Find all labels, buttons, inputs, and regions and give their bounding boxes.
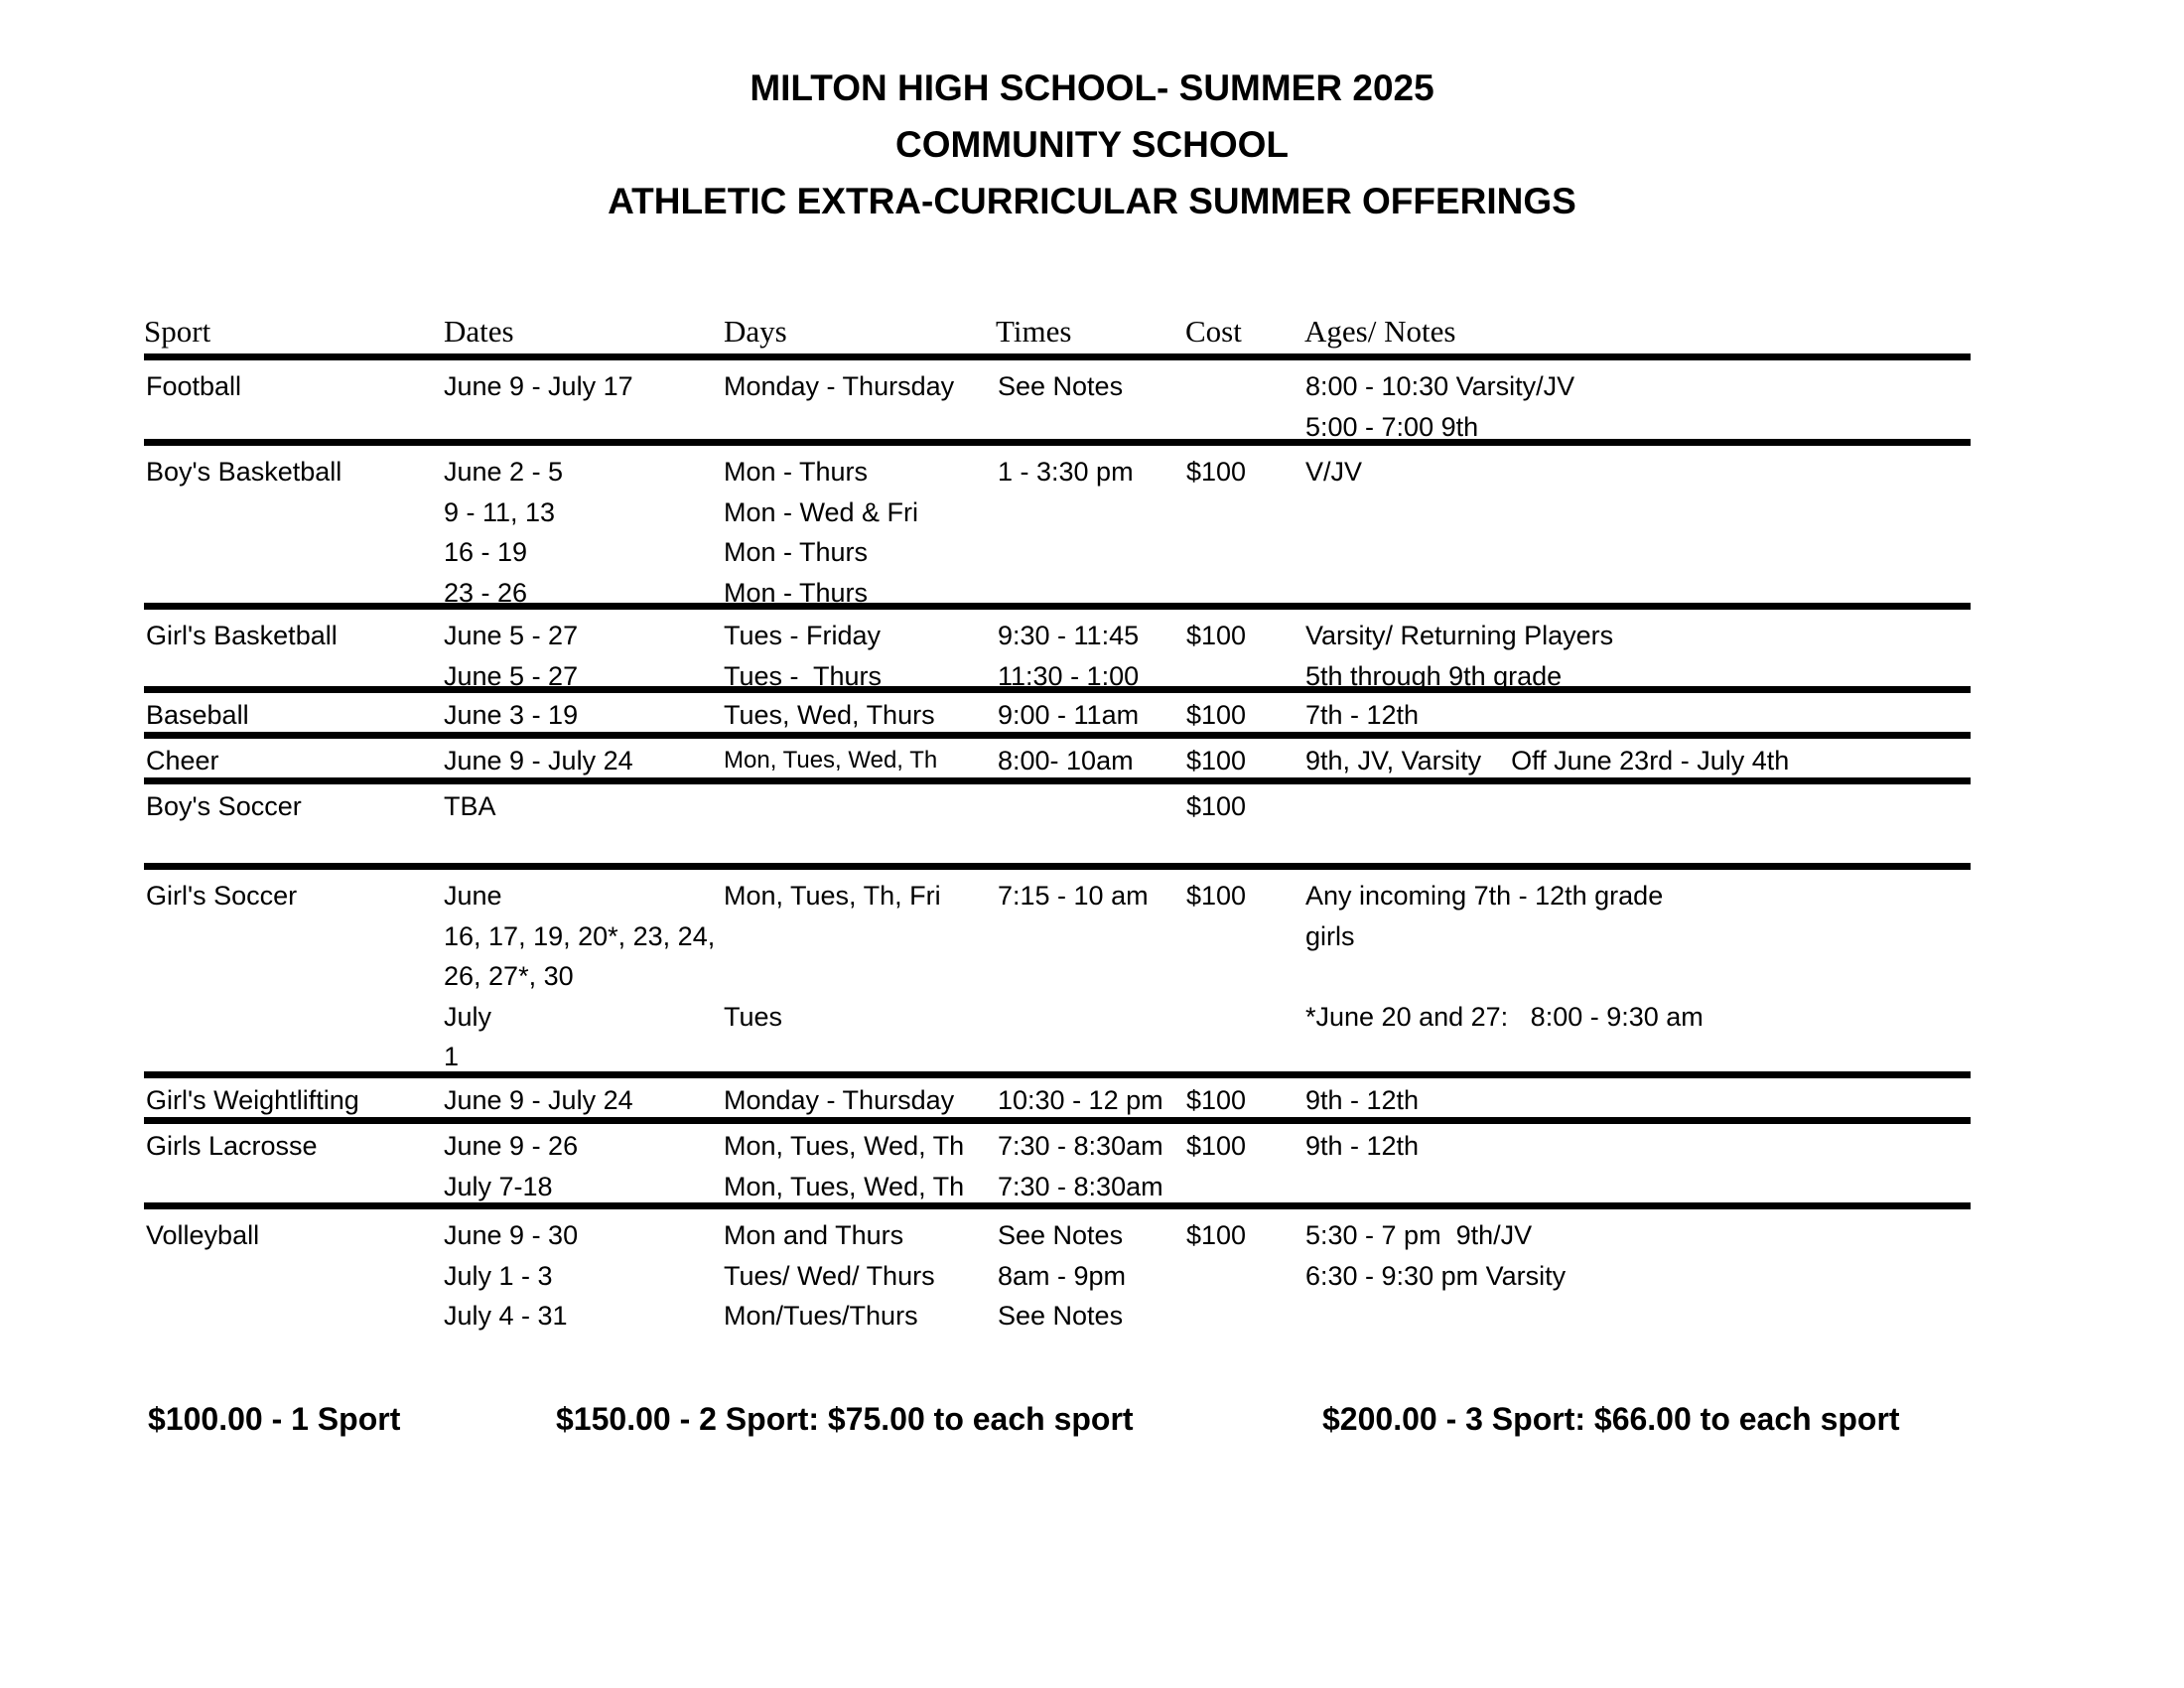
header-days: Days [724, 314, 787, 349]
times-cell: 10:30 - 12 pm [998, 1085, 1163, 1115]
dates-cell: June 9 - 30 [444, 1220, 579, 1250]
times-cell: See Notes [998, 371, 1124, 401]
dates-cell: June 5 - 27 [444, 660, 579, 691]
days-cell: Mon, Tues, Wed, Th [724, 1131, 965, 1161]
dates-cell: 16, 17, 19, 20*, 23, 24, [444, 920, 716, 951]
notes-cell: V/JV [1305, 457, 1363, 487]
days-cell: Monday - Thursday [724, 371, 955, 401]
dates-cell: July 1 - 3 [444, 1260, 553, 1291]
days-cell: Tues/ Wed/ Thurs [724, 1260, 935, 1291]
days-cell: Mon - Thurs [724, 457, 869, 487]
dates-cell: June 9 - July 24 [444, 1085, 633, 1115]
times-cell: 1 - 3:30 pm [998, 457, 1134, 487]
days-cell: Tues [724, 1001, 783, 1032]
days-cell: Mon/Tues/Thurs [724, 1301, 918, 1331]
times-cell: 8:00- 10am [998, 746, 1134, 775]
cost-cell: $100 [1186, 1131, 1247, 1161]
times-cell: 7:15 - 10 am [998, 881, 1149, 911]
table-row-volleyball [144, 1209, 1971, 1338]
dates-cell: July 4 - 31 [444, 1301, 568, 1331]
times-cell: 7:30 - 8:30am [998, 1171, 1163, 1201]
times-cell: 8am - 9pm [998, 1260, 1127, 1291]
pricing-footer [0, 1401, 2184, 1451]
days-cell: Tues - Thurs [724, 660, 883, 691]
dates-cell: June 2 - 5 [444, 457, 564, 487]
table-row-boys-basketball [144, 446, 1971, 610]
dates-cell: June 9 - July 24 [444, 746, 633, 775]
sport-name: Boy's Soccer [146, 791, 302, 821]
days-cell: Mon - Thurs [724, 577, 869, 608]
notes-cell [1305, 956, 1704, 997]
times-cell: See Notes [998, 1220, 1124, 1250]
notes-cell: 6:30 - 9:30 pm Varsity [1305, 1260, 1567, 1291]
notes-cell: 5:00 - 7:00 9th [1305, 411, 1479, 442]
sport-name: Girl's Soccer [146, 881, 298, 911]
times-cell: 9:00 - 11am [998, 700, 1140, 730]
table-row-girls-soccer [144, 870, 1971, 1078]
notes-cell: 5th through 9th grade [1305, 660, 1563, 691]
dates-cell: 9 - 11, 13 [444, 496, 556, 527]
price-three-sport: $200.00 - 3 Sport: $66.00 to each sport [1322, 1401, 1900, 1437]
sport-name: Baseball [146, 700, 249, 730]
times-cell: 11:30 - 1:00 [998, 660, 1140, 691]
notes-cell: 9th - 12th [1305, 1085, 1420, 1115]
table-row-baseball [144, 693, 1971, 739]
dates-cell: June [444, 881, 502, 911]
cost-cell: $100 [1186, 457, 1247, 487]
days-cell: Mon, Tues, Wed, Th [724, 1171, 965, 1201]
days-cell: Tues, Wed, Thurs [724, 700, 935, 730]
notes-cell: girls [1305, 920, 1355, 951]
table-row-girls-lacrosse [144, 1124, 1971, 1209]
sport-name: Football [146, 371, 242, 401]
cost-cell: $100 [1186, 1220, 1247, 1250]
sport-name: Volleyball [146, 1220, 260, 1250]
cost-cell: $100 [1186, 1085, 1247, 1115]
notes-cell: Varsity/ Returning Players [1305, 621, 1614, 650]
table-row-cheer [144, 739, 1971, 784]
notes-cell: Any incoming 7th - 12th grade [1305, 881, 1664, 911]
sport-name: Girl's Weightlifting [146, 1085, 359, 1115]
table-row-girls-basketball [144, 610, 1971, 693]
notes-cell: 8:00 - 10:30 Varsity/JV [1305, 371, 1575, 401]
dates-cell: 26, 27*, 30 [444, 961, 574, 991]
times-cell: 9:30 - 11:45 [998, 621, 1140, 650]
table-row-boys-soccer [144, 784, 1971, 870]
title-line-offerings: ATHLETIC EXTRA-CURRICULAR SUMMER OFFERINGS [608, 181, 1576, 221]
dates-cell: TBA [444, 791, 496, 821]
sport-name: Cheer [146, 746, 219, 775]
dates-cell: 1 [444, 1042, 460, 1071]
title-line-community: COMMUNITY SCHOOL [894, 124, 1290, 165]
times-cell: See Notes [998, 1301, 1124, 1331]
price-one-sport: $100.00 - 1 Sport [148, 1401, 401, 1437]
document-title [0, 60, 2184, 229]
days-cell: Mon and Thurs [724, 1220, 904, 1250]
sport-name: Girls Lacrosse [146, 1131, 318, 1161]
days-cell [724, 916, 941, 957]
cost-cell: $100 [1186, 700, 1247, 730]
notes-cell: 9th, JV, Varsity Off June 23rd - July 4th [1305, 746, 1790, 775]
price-two-sport: $150.00 - 2 Sport: $75.00 to each sport [556, 1401, 1134, 1437]
days-cell: Monday - Thursday [724, 1085, 955, 1115]
cost-cell: $100 [1186, 881, 1247, 911]
schedule-table [144, 310, 1971, 1338]
table-row-girls-weightlifting [144, 1078, 1971, 1124]
days-cell: Mon - Thurs [724, 537, 869, 567]
notes-cell: 5:30 - 7 pm 9th/JV [1305, 1220, 1533, 1250]
days-cell: Tues - Friday [724, 621, 882, 650]
cost-cell: $100 [1186, 621, 1247, 650]
header-times: Times [996, 314, 1072, 349]
days-cell: Mon, Tues, Th, Fri [724, 881, 941, 911]
days-cell [724, 956, 941, 997]
header-sport: Sport [144, 314, 211, 349]
dates-cell: 16 - 19 [444, 537, 528, 567]
sport-name: Boy's Basketball [146, 457, 342, 487]
dates-cell: July [444, 1001, 492, 1032]
dates-cell: 23 - 26 [444, 577, 528, 608]
dates-cell: July 7-18 [444, 1171, 553, 1201]
dates-cell: June 5 - 27 [444, 621, 579, 650]
header-dates: Dates [444, 314, 514, 349]
dates-cell: June 3 - 19 [444, 700, 579, 730]
notes-cell: *June 20 and 27: 8:00 - 9:30 am [1305, 1001, 1704, 1032]
cost-cell: $100 [1186, 746, 1247, 775]
table-row-football [144, 360, 1971, 446]
sport-name: Girl's Basketball [146, 621, 338, 650]
header-cost: Cost [1185, 314, 1242, 349]
dates-cell: June 9 - 26 [444, 1131, 579, 1161]
dates-cell: June 9 - July 17 [444, 371, 633, 401]
notes-cell: 9th - 12th [1305, 1131, 1420, 1161]
days-cell: Mon, Tues, Wed, Th [724, 747, 938, 774]
header-notes: Ages/ Notes [1304, 314, 1456, 349]
table-header-row [144, 310, 1971, 360]
title-line-school: MILTON HIGH SCHOOL- SUMMER 2025 [750, 68, 1434, 108]
notes-cell: 7th - 12th [1305, 700, 1420, 730]
cost-cell: $100 [1186, 791, 1247, 821]
days-cell: Mon - Wed & Fri [724, 496, 919, 527]
times-cell: 7:30 - 8:30am [998, 1131, 1163, 1161]
